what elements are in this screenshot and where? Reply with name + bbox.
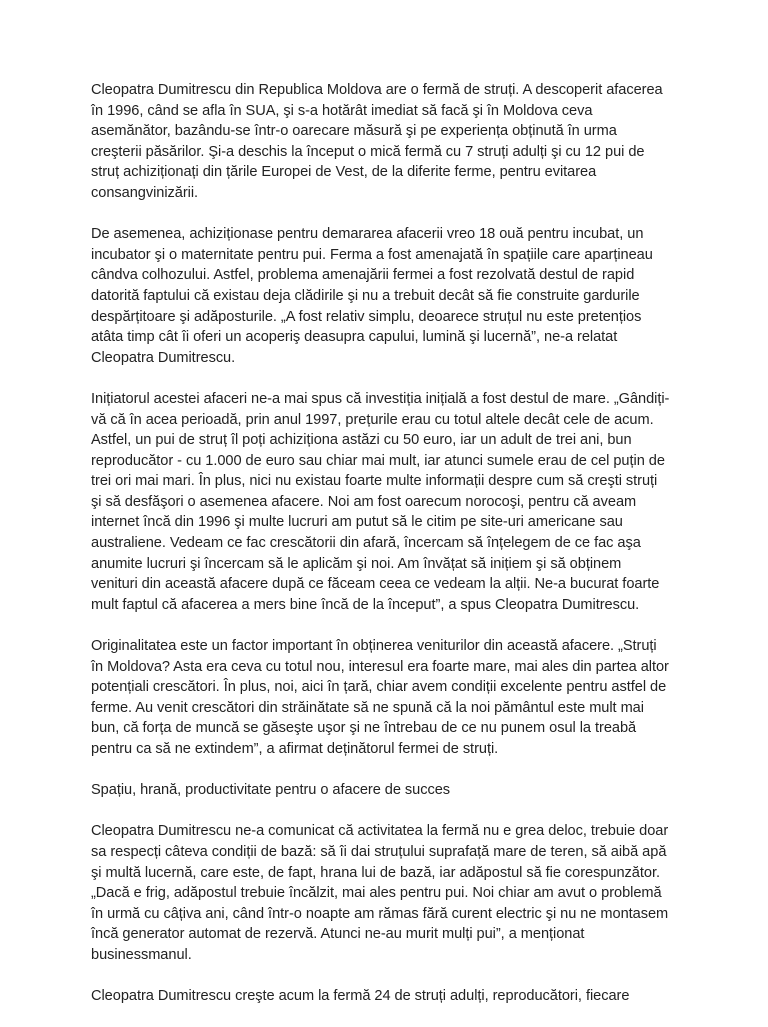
paragraph-6: Cleopatra Dumitrescu creşte acum la fermă 24 de struți adulți, reproducători, fiecare [91,988,630,1005]
paragraph-5: Cleopatra Dumitrescu ne-a comunicat că activitatea la fermă nu e grea deloc, trebuie doar sa respecți câteva condiții de bază: să îi dai struțului suprafață mare de teren, să aibă apă şi multă lucernă, care este, de fapt, hrana lui de bază, iar adăpostul să fie corespunzător. „Dacă e frig, adăpostul trebuie încălzit, mai ales pentru pui. Noi chiar am avut o problemă în urmă cu câțiva ani, când într-o noapte am rămas fără curent electric şi nu ne montasem încă generator automat de rezervă. Atunci ne-au murit mulți pui”, a menționat businessmanul. [91,823,669,963]
paragraph-4: Originalitatea este un factor important în obținerea veniturilor din această afacere. „Struți în Moldova? Asta era ceva cu totul nou, interesul era foarte mare, mai ales din partea altor potențiali crescători. În plus, noi, aici în țară, chiar avem condiții excelente pentru astfel de ferme. Au venit crescători din străinătate să ne spună că la noi pământul este mult mai bun, că forța de muncă se găseşte uşor şi ne întrebau de ce nu punem osul la treabă pentru ca să ne extindem”, a afirmat deținătorul fermei de struți. [91,638,669,757]
paragraph-1: Cleopatra Dumitrescu din Republica Moldova are o fermă de struți. A descoperit afacerea în 1996, când se afla în SUA, şi s-a hotărât imediat să facă şi în Moldova ceva asemănător, bazându-se într-o oarecare măsură şi pe experiența obținută în urma creşterii păsărilor. Şi-a deschis la început o mică fermă cu 7 struți adulți şi cu 12 pui de struț achiziționați din țările Europei de Vest, de la diferite ferme, pentru evitarea consangvinizării. [91,82,663,201]
paragraph-2: De asemenea, achiziționase pentru demararea afacerii vreo 18 ouă pentru incubat, un incubator şi o maternitate pentru pui. Ferma a fost amenajată în spațiile care aparțineau cândva colhozului. Astfel, problema amenajării fermei a fost rezolvată destul de rapid datorită faptului că existau deja clădirile şi nu a trebuit decât să fie construite gardurile despărțitoare şi adăposturile. „A fost relativ simplu, deoarece struțul nu este pretențios atâta timp cât îi oferi un acoperiş deasupra capului, lumină şi lucernă”, ne-a relatat Cleopatra Dumitrescu. [91,226,653,366]
section-heading: Spațiu, hrană, productivitate pentru o afacere de succes [91,782,451,799]
document-body [91,80,671,1027]
paragraph-3: Inițiatorul acestei afaceri ne-a mai spus că investiția inițială a fost destul de mare. „Gândiți-vă că în acea perioadă, prin anul 1997, prețurile erau cu totul altele decât cele de acum. Astfel, un pui de struț îl poți achiziționa astăzi cu 50 euro, iar un adult de trei ani, bun reproducător - cu 1.000 de euro sau chiar mai mult, iar atunci sumele erau de cel puțin de trei ori mai mari. În plus, nici nu existau foarte multe informații despre cum să creşti struți şi să desfăşori o asemenea afacere. Noi am fost oarecum norocoşi, pentru că aveam internet încă din 1996 şi multe lucruri am putut să le citim pe site-uri americane sau australiene. Vedeam ce fac crescătorii din afară, încercam să înțelegem de ce fac aşa anumite lucruri şi încercam să le aplicăm şi noi. Am învățat să inițiem şi să obținem venituri din această afacere după ce făceam ceea ce vedeam la alții. Ne-a bucurat foarte mult faptul că afacerea a mers bine încă de la început”, a spus Cleopatra Dumitrescu. [91,390,670,613]
